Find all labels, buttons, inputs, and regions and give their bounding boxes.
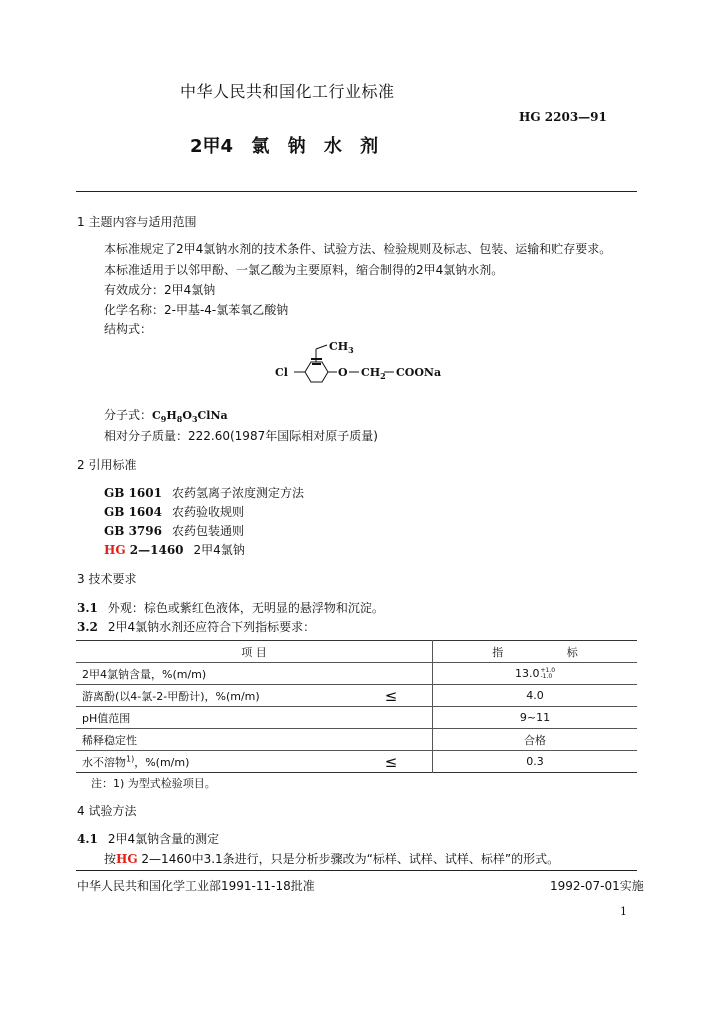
table-cell-value: 9~11 [519, 711, 551, 724]
table-row [76, 663, 637, 685]
section-3-heading: 3 技术要求 [77, 572, 137, 586]
table-footnote: 注：1) 为型式检验项目。 [91, 777, 216, 790]
table-cell-value: 合格 [524, 733, 546, 747]
reference-item: GB 1604 农药验收规则 [104, 505, 244, 519]
methyl-group: $CH_3$ [329, 340, 354, 356]
standard-number: HG 2203—91 [519, 110, 607, 124]
page-number: 1 [620, 905, 627, 918]
table-cell-operator [350, 729, 433, 751]
section-1-paragraph-2: 本标准适用于以邻甲酚、一氯乙酸为主要原料，缩合制得的2甲4氯钠水剂。 [104, 263, 504, 277]
table-cell-item: 2甲4氯钠含量，%(m/m) [82, 667, 207, 681]
chemical-name: 化学名称：2-甲基-4-氯苯氧乙酸钠 [104, 303, 289, 317]
section-4-heading: 4 试验方法 [77, 804, 137, 818]
reference-item: GB 3796 农药包装通则 [104, 524, 244, 538]
methylene-group: $CH_2$ [361, 366, 386, 382]
reference-item: HG 2—1460 2甲4氯钠 [104, 543, 245, 557]
header-divider [76, 191, 637, 192]
section-2-heading: 2 引用标准 [77, 458, 137, 472]
clause-3-1: 3.1 外观：棕色或紫红色液体，无明显的悬浮物和沉淀。 [77, 601, 384, 615]
carboxylate-group: COONa [396, 366, 442, 379]
table-cell-value: 13.0+1.0 -1.0 [514, 667, 556, 680]
chlorine-atom: Cl [275, 366, 288, 379]
oxygen-atom: O [338, 366, 348, 379]
table-header-row [76, 641, 637, 663]
table-row [76, 685, 637, 707]
document-title: 2甲4 氯 钠 水 剂 [190, 136, 379, 157]
reference-item: GB 1601 农药氢离子浓度测定方法 [104, 486, 304, 500]
table-row [76, 707, 637, 729]
table-cell-value: 0.3 [526, 755, 544, 768]
column-header-item: 项 目 [76, 641, 433, 663]
table-cell-operator: ≤ [350, 685, 433, 707]
table-cell-item: 游离酚(以4-氯-2-甲酚计)，%(m/m) [82, 689, 260, 703]
org-title: 中华人民共和国化工行业标准 [180, 82, 395, 101]
table-cell-operator: ≤ [350, 751, 433, 773]
molecular-formula: 分子式：$C_9H_8O_3ClNa$ [104, 408, 228, 425]
specification-table [76, 640, 637, 773]
clause-4-1: 4.1 2甲4氯钠含量的测定 [77, 832, 220, 846]
section-1-paragraph-1: 本标准规定了2甲4氯钠水剂的技术条件、试验方法、检验规则及标志、包装、运输和贮存要求。 [104, 242, 612, 256]
table-cell-item: pH值范围 [82, 711, 131, 725]
table-cell-operator [350, 707, 433, 729]
relative-molecular-mass: 相对分子质量：222.60(1987年国际相对原子质量) [104, 429, 378, 443]
table-row [76, 751, 637, 773]
table-cell-item: 水不溶物$^{1)}$，%(m/m) [82, 753, 190, 769]
footer-divider [76, 870, 637, 871]
table-cell-item: 稀释稳定性 [82, 733, 137, 747]
table-row [76, 729, 637, 751]
section-1-heading: 1 主题内容与适用范围 [77, 215, 197, 229]
clause-4-1-text: 按HG 2—1460中3.1条进行，只是分析步骤改为“标样、试样、试样、标样”的形式。 [104, 852, 560, 866]
column-header-value: 指 标 [492, 645, 578, 659]
table-cell-value: 4.0 [526, 689, 544, 702]
structure-label: 结构式： [104, 322, 153, 336]
clause-3-2: 3.2 2甲4氯钠水剂还应符合下列指标要求： [77, 620, 316, 634]
approval-line: 中华人民共和国化学工业部1991-11-18批准 [77, 879, 315, 893]
table-cell-operator [350, 663, 433, 685]
effective-date: 1992-07-01实施 [550, 879, 644, 893]
active-ingredient: 有效成分：2甲4氯钠 [104, 283, 216, 297]
